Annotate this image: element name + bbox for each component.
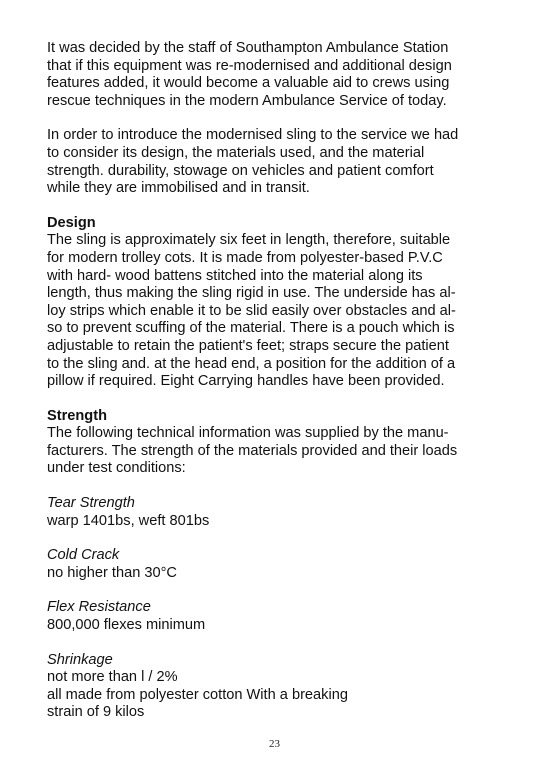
intro-paragraph-1	[47, 40, 509, 110]
spec-item-shrinkage	[47, 652, 509, 722]
text-line: to consider its design, the materials used, and the material	[47, 144, 425, 161]
spec-value: 800,000 flexes minimum	[47, 617, 206, 634]
text-line: rescue techniques in the modern Ambulance Service of today.	[47, 92, 447, 109]
text-line: adjustable to retain the patient's feet; straps secure the patient	[47, 337, 449, 354]
spec-value: all made from polyester cotton With a breaking	[47, 686, 348, 703]
spec-title: Cold Crack	[47, 547, 120, 564]
text-line: so to prevent scuffing of the material. There is a pouch which is	[47, 320, 455, 337]
page-number: 23	[269, 738, 280, 750]
paragraph-gap	[47, 198, 509, 215]
spec-title: Shrinkage	[47, 651, 113, 668]
paragraph-gap	[47, 478, 509, 495]
spec-value: no higher than 30°C	[47, 564, 177, 581]
text-line: The sling is approximately six feet in length, therefore, suitable	[47, 232, 451, 249]
text-line: pillow if required. Eight Carrying handles have been provided.	[47, 373, 445, 390]
strength-heading: Strength	[47, 407, 107, 424]
spec-value: strain of 9 kilos	[47, 704, 145, 721]
design-section	[47, 215, 509, 391]
strength-section	[47, 408, 509, 478]
document-page	[47, 40, 509, 722]
text-line: features added, it would become a valuable aid to crews using	[47, 75, 450, 92]
text-line: with hard- wood battens stitched into the material along its	[47, 267, 423, 284]
spec-value: warp 1401bs, weft 801bs	[47, 512, 210, 529]
paragraph-gap	[47, 530, 509, 547]
design-heading: Design	[47, 214, 96, 231]
paragraph-gap	[47, 391, 509, 408]
text-line: In order to introduce the modernised sling to the service we had	[47, 127, 459, 144]
intro-paragraph-2	[47, 127, 509, 197]
text-line: It was decided by the staff of Southampton Ambulance Station	[47, 40, 449, 56]
spec-item-cold-crack	[47, 547, 509, 582]
text-line: to the sling and. at the head end, a position for the addition of a	[47, 355, 456, 372]
spec-item-flex-resistance	[47, 599, 509, 634]
text-line: facturers. The strength of the materials provided and their loads	[47, 442, 458, 459]
text-line: The following technical information was supplied by the manu-	[47, 425, 449, 442]
text-line: while they are immobilised and in transit.	[47, 180, 310, 197]
text-line: under test conditions:	[47, 460, 186, 477]
spec-title: Flex Resistance	[47, 599, 151, 616]
spec-value: not more than l / 2%	[47, 669, 178, 686]
text-line: that if this equipment was re-modernised and additional design	[47, 57, 452, 74]
text-line: for modern trolley cots. It is made from polyester-based P.V.C	[47, 249, 443, 266]
spec-title: Tear Strength	[47, 495, 135, 512]
paragraph-gap	[47, 635, 509, 652]
spec-item-tear-strength	[47, 495, 509, 530]
text-line: strength. durability, stowage on vehicles and patient comfort	[47, 162, 434, 179]
text-line: loy strips which enable it to be slid easily over obstacles and al-	[47, 302, 456, 319]
paragraph-gap	[47, 110, 509, 127]
paragraph-gap	[47, 582, 509, 599]
text-line: length, thus making the sling rigid in use. The underside has al-	[47, 285, 456, 302]
